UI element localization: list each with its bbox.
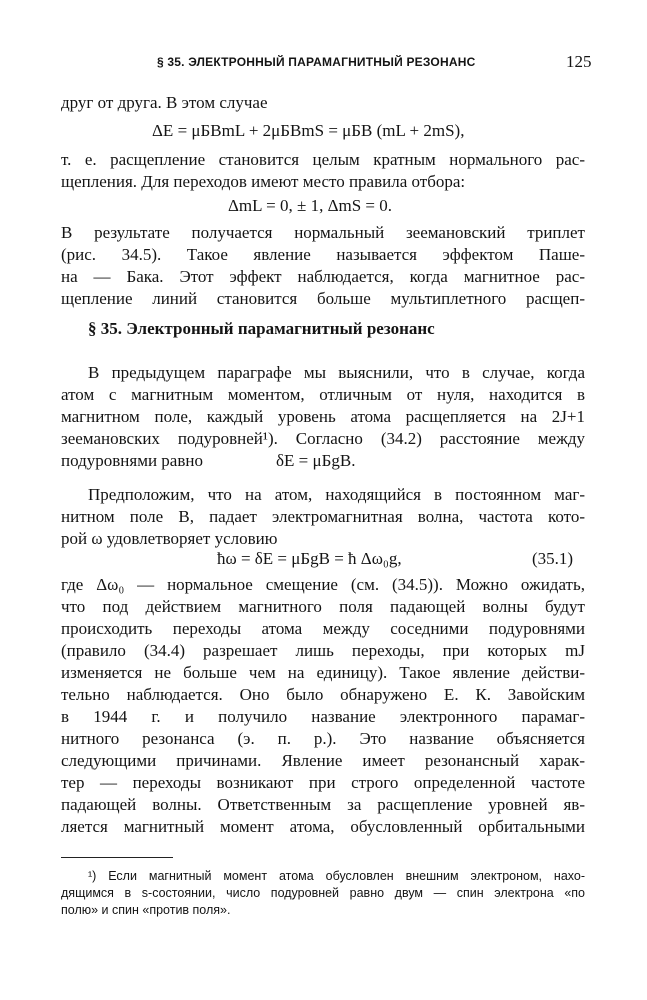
page-number: 125 <box>566 52 592 71</box>
text-line: друг от друга. В этом случае <box>61 93 268 112</box>
text-line: что под действием магнитного поля падающей волны будут <box>61 597 585 616</box>
text-line: в 1944 г. и получило название электронного парамаг- <box>61 707 585 726</box>
footnote-line: дящимся в s-состоянии, число подуровней равно двум — спин электрона «по <box>61 886 585 900</box>
text-line: (правило (34.4) разрешает лишь переходы, при которых mJ <box>61 641 585 660</box>
text-line: щепление линий становится больше мультиплетного расщеп- <box>61 289 585 308</box>
text-line: изменяется не больше чем на единицу). Такое явление действи- <box>61 663 585 682</box>
text-line: т. е. расщепление становится целым кратным нормального рас- <box>61 150 585 169</box>
equation-number: (35.1) <box>532 549 574 568</box>
equation-energy-shift: ΔE = μБBmL + 2μБBmS = μБB (mL + 2mS), <box>152 121 465 140</box>
text-line: нитного резонанса (э. п. р.). Это название объясняется <box>61 729 585 748</box>
text-line: рой ω удовлетворяет условию <box>61 529 278 548</box>
text-line: атом с магнитным моментом, отличным от нуля, находится в <box>61 385 585 404</box>
text-line: магнитном поле, каждый уровень атома расщепляется на 2J+1 <box>61 407 585 426</box>
text-line: В результате получается нормальный зеемановский триплет <box>61 223 585 242</box>
footnote-rule <box>61 857 173 858</box>
text-line: нитном поле B, падает электромагнитная волна, частота кото- <box>61 507 585 526</box>
text-line: падающей волны. Ответственным за расщепление уровней яв- <box>61 795 585 814</box>
section-heading: § 35. Электронный парамагнитный резонанс <box>88 319 435 338</box>
text-line: В предыдущем параграфе мы выяснили, что в случае, когда <box>88 363 585 382</box>
text-line: тельно наблюдается. Оно было обнаружено Е. К. Завойским <box>61 685 585 704</box>
text-line: тер — переходы возникают при строго определенной частоте <box>61 773 585 792</box>
running-head: § 35. ЭЛЕКТРОННЫЙ ПАРАМАГНИТНЫЙ РЕЗОНАНС <box>157 55 476 69</box>
footnote-line: ¹) Если магнитный момент атома обусловлен внешним электроном, нахо- <box>88 869 585 883</box>
text-line: на — Бака. Этот эффект наблюдается, когда магнитное рас- <box>61 267 585 286</box>
footnote-line: полю» и спин «против поля». <box>61 903 231 917</box>
text-line: (рис. 34.5). Такое явление называется эффектом Паше- <box>61 245 585 264</box>
text-line: щепления. Для переходов имеют место правила отбора: <box>61 172 466 191</box>
equation-level-splitting: δE = μБgB. <box>276 451 356 470</box>
equation-selection-rules: ΔmL = 0, ± 1, ΔmS = 0. <box>228 196 393 215</box>
text-line: следующими причинами. Явление имеет резонансный харак- <box>61 751 585 770</box>
equation-resonance-condition: ħω = δE = μБgB = ħ Δω₀g, <box>217 549 402 568</box>
text-line: Предположим, что на атом, находящийся в постоянном маг- <box>88 485 585 504</box>
text-line: происходить переходы атома между соседними подуровнями <box>61 619 585 638</box>
text-line: подуровнями равно <box>61 451 203 470</box>
text-line: зеемановских подуровней¹). Согласно (34.2) расстояние между <box>61 429 585 448</box>
text-line: где Δω₀ — нормальное смещение (см. (34.5)). Можно ожидать, <box>61 575 585 594</box>
text-line: ляется магнитный момент атома, обусловленный орбитальными <box>61 817 585 836</box>
